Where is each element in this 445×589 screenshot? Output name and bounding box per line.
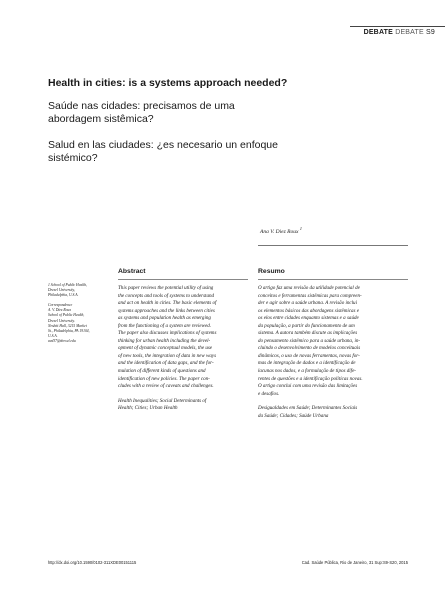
abstract-line: systems approaches and the links between cities [118,307,215,314]
affiliation-line: 1 School of Public Health, [48,283,88,287]
abstract-line: This paper reviews the potential utility of using [118,285,214,291]
resumo-line: mas de integração de dados e a identificação de [258,360,356,367]
correspondence-line: St., Philadelphia, PA 19104, [48,328,90,333]
resumo-line: sistema. A autora também discute as implicações [258,330,358,337]
resumo-line: e desafios. [258,390,280,397]
correspondence-line: Drexel University. [48,318,75,323]
abstract-line: the concepts and tools of systems to understand [118,292,215,299]
correspondence-line: A. V. Diez Roux [48,308,71,313]
affiliation-line: Drexel University, [48,288,75,293]
correspondence-label: Correspondence [48,303,73,308]
abstract-line: mulation of different kinds of questions and [118,368,206,375]
author-rule [258,245,408,246]
resumo-line: O artigo conclui com uma revisão das limitações [258,383,358,390]
abstract-line: and the identification of data gaps, and the for- [118,360,214,367]
resumo-body [258,285,408,420]
section-label-light: DEBATE [395,29,424,36]
abstract-line: opment of dynamic conceptual models, the use [118,345,213,352]
resumo-line: conceitos e ferramentas sistêmicas para compreen- [258,292,362,299]
author-superscript: 1 [299,226,303,231]
abstract-body [118,285,250,413]
abstract-line: of new tools, the integration of data in new ways [118,352,217,359]
abstract-line: The paper also discusses implications of systems [118,330,217,337]
abstract-keywords-line: Health; Cities; Urban Health [118,405,178,412]
journal-citation: Cad. Saúde Pública, Rio de Janeiro, 31 Sup:S9-S20, 2015 [301,560,408,565]
abstract-line: from the functioning of a system are reviewed. [118,322,212,329]
section-label: DEBATE [363,29,394,36]
abstract-line: and act on health in cities. The basic elements of [118,300,217,307]
header-text [364,29,435,36]
abstract-line: thinking for urban health including the devel- [118,337,211,344]
abstract-line: identification of new policies. The paper con- [118,375,210,382]
resumo-line: dinâmicos, o uso de novas ferramentas, novas for- [258,352,360,359]
resumo-heading: Resumo [258,268,285,275]
correspondence-email[interactable]: avd37@drexel.edu [48,338,76,343]
abstract-line: as systems and population health as emerging [118,315,211,322]
resumo-rule [258,279,408,280]
resumo-line: da população, a partir do funcionamento de um [258,322,355,329]
correspondence-line: U.S.A. [48,333,58,338]
abstract-line: cludes with a review of caveats and challenges. [118,383,214,390]
resumo-line: O artigo faz uma revisão da utilidade potencial de [258,285,360,291]
author-name: Ana V. Diez Roux [260,228,299,235]
doi-link[interactable]: http://dx.doi.org/10.1590/0102-311XDE00151115 [48,560,137,565]
resumo-line: cluindo o desenvolvimento de modelos conceituais [258,345,361,352]
resumo-keywords-line: da Saúde; Cidades; Saúde Urbana [258,412,329,419]
resumo-line: der e agir sobre a saúde urbana. A revisão inclui [258,300,357,307]
running-header [0,26,445,40]
resumo-line: os elementos básicos das abordagens sistêmicas e [258,307,360,314]
correspondence-line: Nesbitt Hall, 3215 Market [48,323,87,328]
header-rule [350,26,445,27]
affiliation-block [48,283,110,344]
title-spanish: Salud en las ciudades: ¿es necesario un enfoque sistémico? [48,139,278,164]
resumo-line: rentes de questões e a identificação políticas novas. [258,375,363,382]
correspondence-line: School of Public Health, [48,313,85,318]
resumo-line: do pensamento sistêmico para a saúde urbana, in- [258,337,361,344]
abstract-heading: Abstract [118,268,146,275]
abstract-rule [118,279,248,280]
author-line [260,226,302,235]
title-english: Health in cities: is a systems approach needed? [48,77,288,89]
resumo-line: lacunas nos dados, e a formulação de tipos dife- [258,368,356,375]
resumo-keywords-line: Desigualdades em Saúde; Determinantes Sociais [258,405,358,412]
title-portuguese: Saúde nas cidades: precisamos de uma abordagem sistêmica? [48,100,235,125]
affiliation-line: Philadelphia, U.S.A. [48,293,79,298]
page-number: S9 [426,29,435,36]
resumo-line: os elos entre cidades enquanto sistemas e a saúde [258,315,359,322]
abstract-keywords-line: Health Inequalities; Social Determinants of [118,397,207,404]
